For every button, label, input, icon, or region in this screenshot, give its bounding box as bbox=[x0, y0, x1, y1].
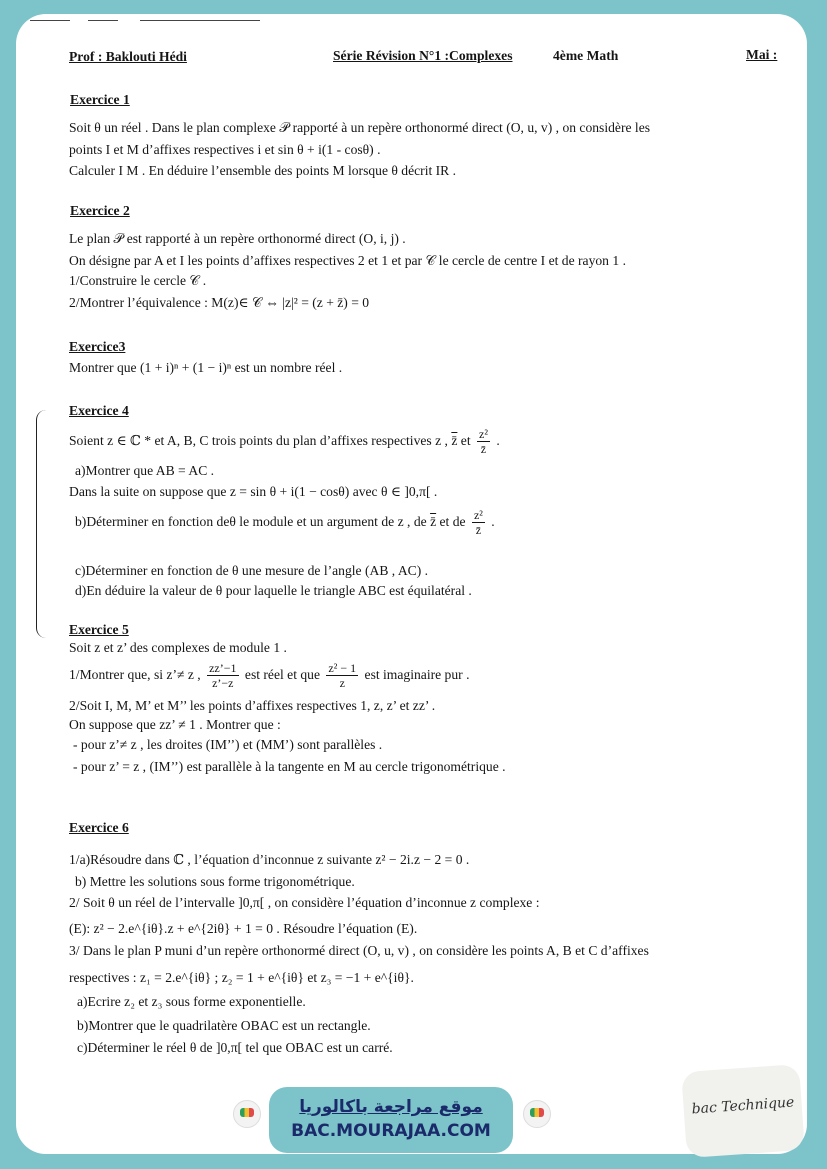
exercise-4-line: a)Montrer que AB = AC . bbox=[75, 463, 215, 478]
exercise-6-line: 1/a)Résoudre dans ℂ , l’équation d’inconnue z suivante z² − 2i.z − 2 = 0 . bbox=[69, 852, 470, 867]
exercise-4-conjugate: z̄ bbox=[451, 433, 458, 448]
exercise-5-line: - pour z’≠ z , les droites (IM’’) et (MM’) sont parallèles . bbox=[73, 737, 383, 752]
fraction-denominator: z̄ bbox=[475, 523, 482, 538]
exercise-6-line: b)Montrer que le quadrilatère OBAC est un rectangle. bbox=[77, 1018, 371, 1033]
fraction-denominator: z̄ bbox=[480, 442, 487, 457]
exercise-4-text: et bbox=[460, 433, 471, 448]
fraction-numerator: z² bbox=[479, 427, 488, 442]
exercise-2-line: 1/Construire le cercle 𝒞 . bbox=[69, 273, 207, 288]
exercise-1-line: points I et M d’affixes respectives i et sin θ + i(1 - cosθ) . bbox=[69, 142, 381, 157]
exercise-4-text: Soient z ∈ ℂ * et A, B, C trois points du plan d’affixes respectives z , bbox=[69, 433, 448, 448]
margin-brace bbox=[36, 410, 47, 638]
exercise-2-line: Le plan 𝒫 est rapporté à un repère orthonormé direct (O, i, j) . bbox=[69, 231, 406, 246]
exercise-2-line: 2/Montrer l’équivalence : M(z)∈ 𝒞 ⇔ |z|² = (z + z̄) = 0 bbox=[69, 295, 370, 310]
exercise-1-title: Exercice 1 bbox=[70, 92, 130, 107]
exercise-6-line: 3/ Dans le plan P muni d’un repère orthonormé direct (O, u, v) , on considère les points A, B et C d’affixes bbox=[69, 943, 649, 958]
exercise-6-line: a)Ecrire z₂ et z₃ sous forme exponentielle. bbox=[77, 994, 306, 1009]
header-prof: Prof : Baklouti Hédi bbox=[69, 49, 187, 64]
exercise-4-line-1: Soient z ∈ ℂ * et A, B, C trois points du plan d’affixes respectives z , z̄ et $\frac{\text{z²}}{z̄}$ . bbox=[69, 427, 500, 457]
scan-mark bbox=[88, 20, 118, 21]
banner-site-link[interactable]: BAC.MOURAJAA.COM bbox=[291, 1121, 491, 1141]
watermark-text: bac Technique bbox=[691, 1094, 795, 1118]
exercise-6-title: Exercice 6 bbox=[69, 820, 129, 835]
exercise-5-text: est imaginaire pur . bbox=[364, 667, 470, 682]
exercise-3-line: Montrer que (1 + i)ⁿ + (1 − i)ⁿ est un nombre réel . bbox=[69, 360, 343, 375]
exercise-6-line: 2/ Soit θ un réel de l’intervalle ]0,π[ , on considère l’équation d’inconnue z complexe : bbox=[69, 895, 540, 910]
exercise-5-line: 2/Soit I, M, M’ et M’’ les points d’affixes respectives 1, z, z’ et zz’ . bbox=[69, 698, 436, 713]
exercise-2-title: Exercice 2 bbox=[70, 203, 130, 218]
exercise-4-conjugate: z̄ bbox=[430, 514, 437, 529]
exercise-6-line: (E): z² − 2.e^{iθ}.z + e^{2iθ} + 1 = 0 . Résoudre l’équation (E). bbox=[69, 921, 418, 936]
exercise-4-title: Exercice 4 bbox=[69, 403, 129, 418]
scan-mark bbox=[30, 20, 70, 21]
exercise-5-text: 1/Montrer que, si z’≠ z , bbox=[69, 667, 201, 682]
exercise-4-line: c)Déterminer en fonction de θ une mesure de l’angle (AB , AC) . bbox=[75, 563, 429, 578]
exercise-5-title: Exercice 5 bbox=[69, 622, 129, 637]
fraction-denominator: z’−z bbox=[212, 676, 234, 691]
exercise-5-line: On suppose que zz’ ≠ 1 . Montrer que : bbox=[69, 717, 281, 732]
header-serie: Série Révision N°1 :Complexes bbox=[333, 48, 513, 63]
fraction bbox=[207, 661, 238, 690]
banner-arabic-title: موقع مراجعة باكالوريا bbox=[299, 1097, 483, 1117]
watermark-badge bbox=[681, 1064, 805, 1158]
fraction-numerator: zz’−1 bbox=[209, 661, 237, 676]
site-banner[interactable] bbox=[269, 1087, 513, 1153]
exercise-2-line: On désigne par A et I les points d’affixes respectives 2 et 1 et par 𝒞 le cercle de centre I et de rayon 1 . bbox=[69, 253, 626, 268]
exercise-4-text: et de bbox=[439, 514, 466, 529]
exercise-5-line: Soit z et z’ des complexes de module 1 . bbox=[69, 640, 287, 655]
exercise-5-line: - pour z’ = z , (IM’’) est parallèle à la tangente en M au cercle trigonométrique . bbox=[73, 759, 506, 774]
fraction bbox=[326, 661, 358, 690]
exercise-6-line: c)Déterminer le réel θ de ]0,π[ tel que OBAC est un carré. bbox=[77, 1040, 393, 1055]
header-date: Mai : bbox=[746, 47, 778, 62]
exercise-3-title: Exercice3 bbox=[69, 339, 126, 354]
exercise-6-line: b) Mettre les solutions sous forme trigonométrique. bbox=[75, 874, 355, 889]
exercise-1-line: Calculer I M . En déduire l’ensemble des points M lorsque θ décrit IR . bbox=[69, 163, 457, 178]
exercise-6-line: respectives : z₁ = 2.e^{iθ} ; z₂ = 1 + e^{iθ} et z₃ = −1 + e^{iθ}. bbox=[69, 970, 414, 985]
exercise-1-line: Soit θ un réel . Dans le plan complexe 𝒫 rapporté à un repère orthonormé direct (O, u, v) , on considère les bbox=[69, 120, 651, 135]
exercise-4-line: d)En déduire la valeur de θ pour laquelle le triangle ABC est équilatéral . bbox=[75, 583, 472, 598]
exercise-4-text: b)Déterminer en fonction deθ le module et un argument de z , de bbox=[75, 514, 427, 529]
fraction-numerator: z² bbox=[473, 508, 483, 523]
fraction bbox=[472, 508, 485, 537]
site-logo-icon bbox=[233, 1100, 261, 1128]
fraction-numerator: z² − 1 bbox=[328, 661, 357, 676]
header-level: 4ème Math bbox=[553, 48, 619, 63]
exercise-4-line-4: b)Déterminer en fonction deθ le module et un argument de z , de z̄ et de $\frac{\text{z²}}{z̄}$ . bbox=[75, 508, 495, 538]
fraction-denominator: z bbox=[339, 676, 345, 691]
exercise-5-text: est réel et que bbox=[244, 667, 321, 682]
fraction bbox=[477, 427, 490, 456]
site-logo-icon bbox=[523, 1100, 551, 1128]
exercise-4-line: Dans la suite on suppose que z = sin θ + i(1 − cosθ) avec θ ∈ ]0,π[ . bbox=[69, 484, 438, 499]
scan-mark bbox=[140, 20, 260, 21]
exercise-5-line-2 bbox=[69, 656, 469, 694]
